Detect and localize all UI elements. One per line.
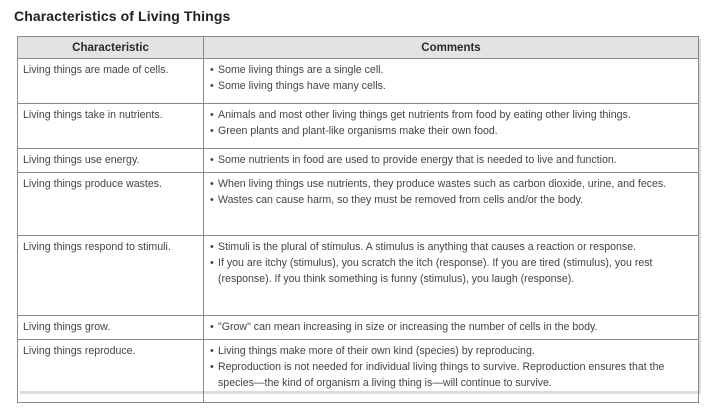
comment-item: • When living things use nutrients, they produce wastes such as carbon dioxide, urine, and feces. xyxy=(210,176,692,192)
table-row xyxy=(18,59,699,104)
characteristic-cell: Living things grow. xyxy=(18,316,204,340)
comment-item: • Some living things have many cells. xyxy=(210,78,692,94)
comment-item: • Animals and most other living things get nutrients from food by eating other living things. xyxy=(210,107,692,123)
comment-item: • "Grow" can mean increasing in size or increasing the number of cells in the body. xyxy=(210,319,692,335)
comment-item: • Living things make more of their own kind (species) by reproducing. xyxy=(210,343,692,359)
characteristic-cell: Living things take in nutrients. xyxy=(18,104,204,149)
characteristic-cell: Living things are made of cells. xyxy=(18,59,204,104)
characteristic-cell: Living things produce wastes. xyxy=(18,173,204,236)
table-row xyxy=(18,104,699,149)
comment-item: • Some nutrients in food are used to provide energy that is needed to live and function. xyxy=(210,152,692,168)
comment-item: • Reproduction is not needed for individual living things to survive. Reproduction ensures that the species—the kind of organism a living thing is—will continue to survive. xyxy=(210,359,692,391)
comments-list xyxy=(210,107,692,139)
comments-cell xyxy=(204,104,699,149)
table-row xyxy=(18,149,699,173)
comments-cell xyxy=(204,316,699,340)
comments-cell xyxy=(204,149,699,173)
table-row xyxy=(18,173,699,236)
comment-item: • Wastes can cause harm, so they must be removed from cells and/or the body. xyxy=(210,192,692,208)
characteristic-cell: Living things reproduce. xyxy=(18,340,204,403)
characteristics-table xyxy=(17,36,699,403)
comment-item: • Some living things are a single cell. xyxy=(210,62,692,78)
table-row xyxy=(18,236,699,316)
table-header-row xyxy=(18,37,699,59)
characteristic-cell: Living things use energy. xyxy=(18,149,204,173)
comments-cell xyxy=(204,59,699,104)
comments-cell xyxy=(204,236,699,316)
table-row xyxy=(18,316,699,340)
header-characteristic: Characteristic xyxy=(18,37,204,59)
header-comments: Comments xyxy=(204,37,699,59)
page-title: Characteristics of Living Things xyxy=(14,8,231,24)
characteristics-table-container xyxy=(17,36,698,391)
comment-item: • Stimuli is the plural of stimulus. A stimulus is anything that causes a reaction or response. xyxy=(210,239,692,255)
comments-cell xyxy=(204,340,699,403)
comments-list xyxy=(210,152,692,168)
characteristic-cell: Living things respond to stimuli. xyxy=(18,236,204,316)
table-row xyxy=(18,340,699,403)
comments-list xyxy=(210,343,692,391)
comments-list xyxy=(210,319,692,335)
comments-list xyxy=(210,62,692,94)
comments-list xyxy=(210,239,692,287)
comments-list xyxy=(210,176,692,208)
comment-item: • Green plants and plant-like organisms make their own food. xyxy=(210,123,692,139)
comment-item: • If you are itchy (stimulus), you scratch the itch (response). If you are tired (stimulus), you rest (response). If you think something is funny (stimulus), you laugh (response). xyxy=(210,255,692,287)
comments-cell xyxy=(204,173,699,236)
